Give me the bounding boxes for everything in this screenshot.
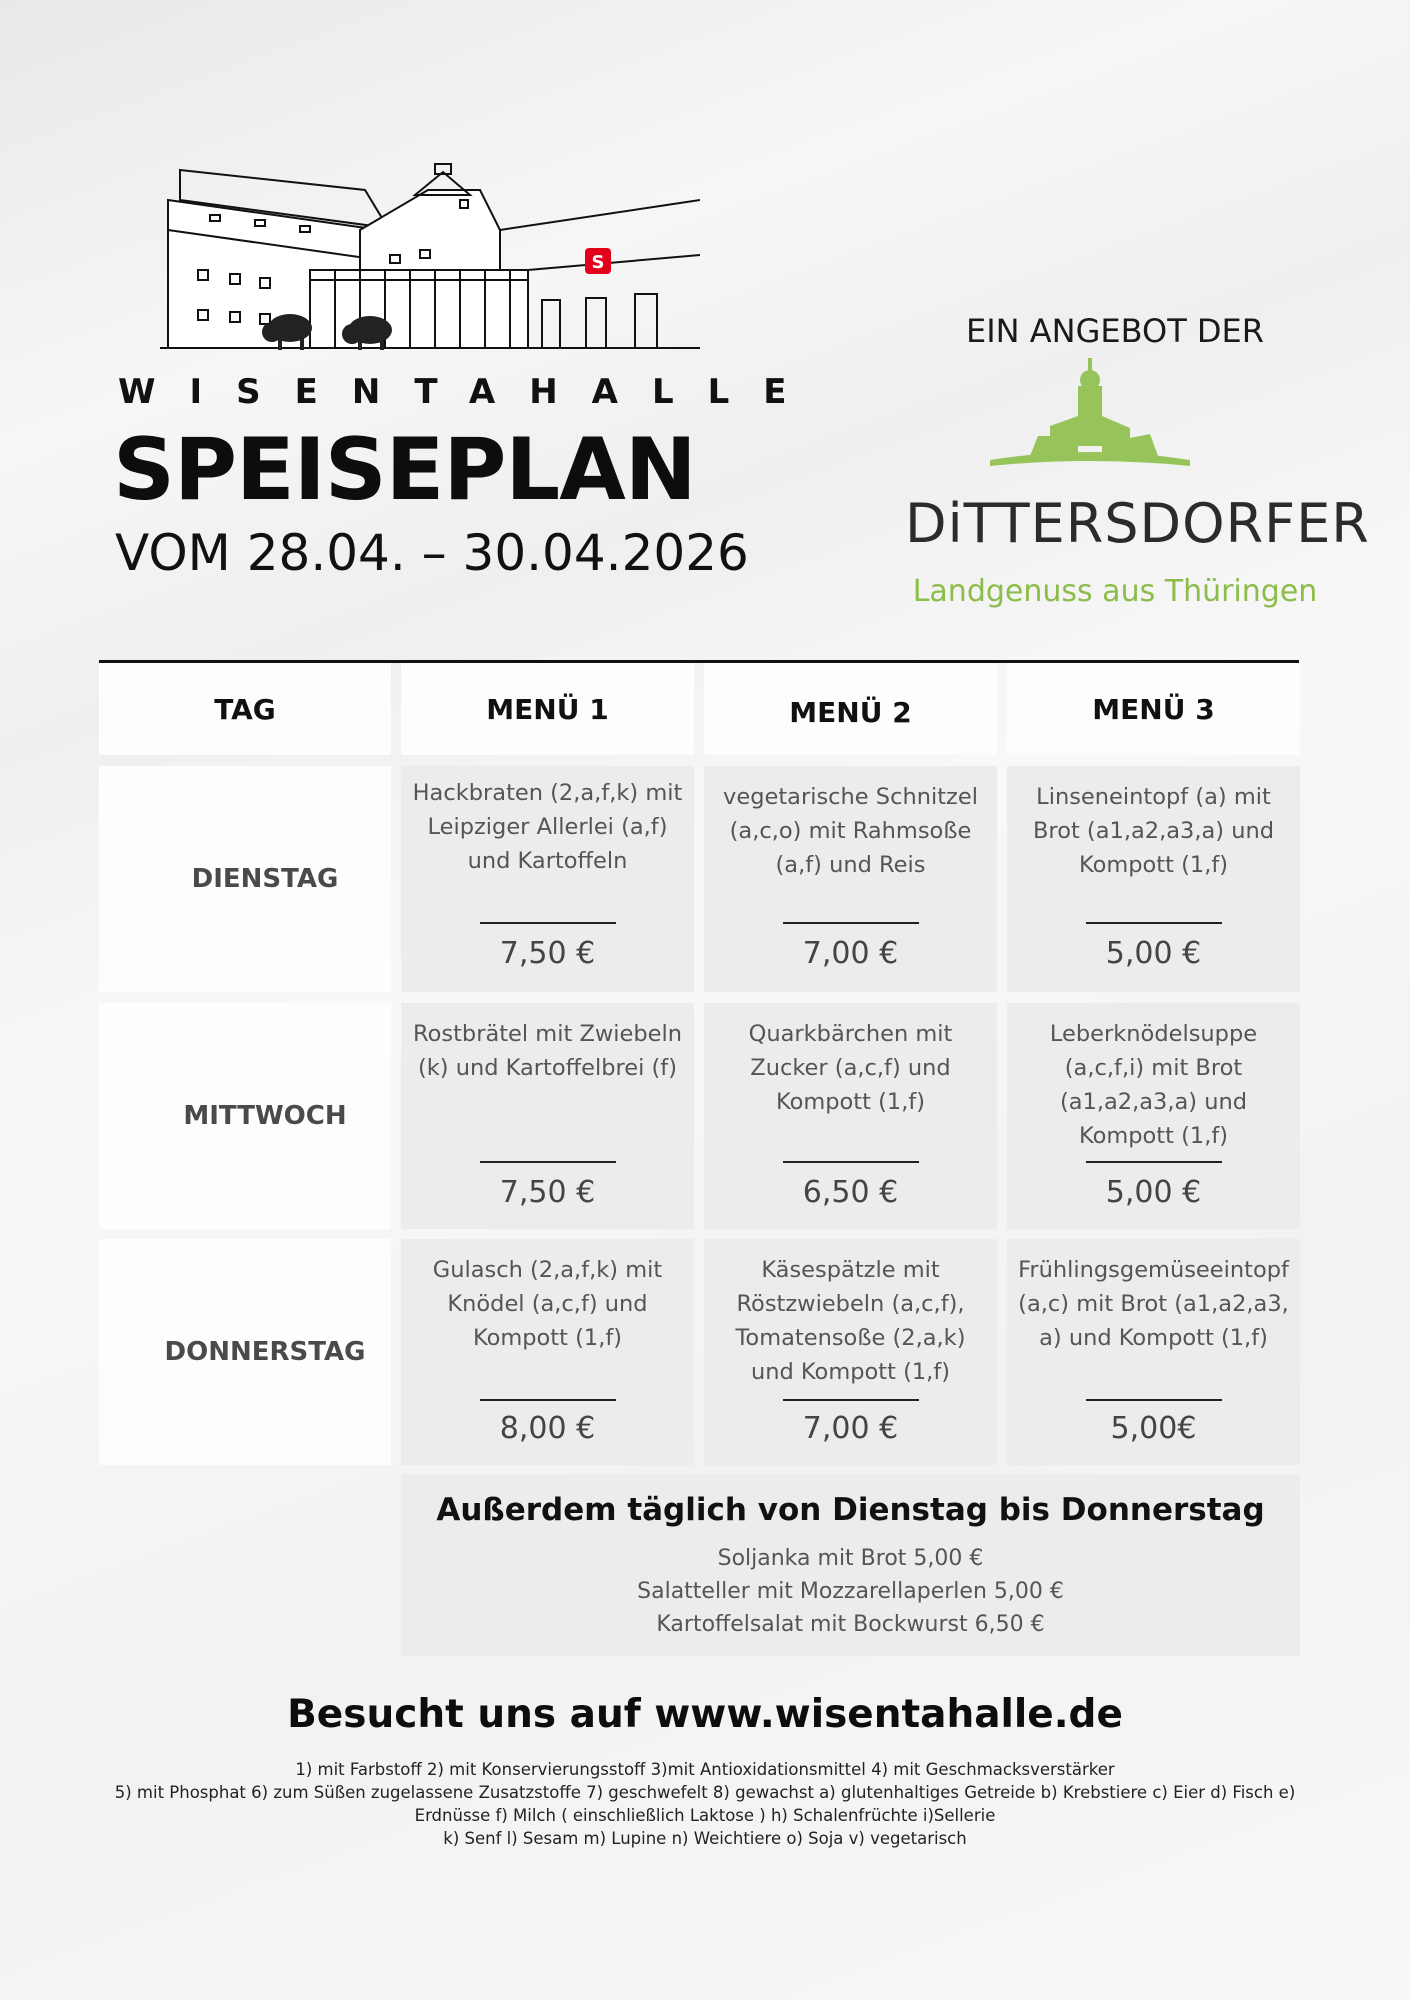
svg-text:S: S <box>591 252 605 273</box>
menu-cell <box>1007 1003 1300 1229</box>
price: 7,00 € <box>802 936 899 971</box>
price: 5,00€ <box>1110 1411 1197 1446</box>
page-title: SPEISEPLAN <box>113 420 696 520</box>
menu-cell <box>1007 1239 1300 1465</box>
brand-tagline: Landgenuss aus Thüringen <box>912 574 1318 609</box>
allergen-legend-line: k) Senf l) Sesam m) Lupine n) Weichtiere o) Soja v) vegetarisch <box>443 1829 967 1848</box>
price-rule <box>1086 1399 1222 1401</box>
price-rule <box>783 1399 919 1401</box>
dish-text: Quarkbärchen mit Zucker (a,c,f) und Kompott (1,f) <box>748 1021 953 1115</box>
offer-label: EIN ANGEBOT DER <box>966 312 1264 350</box>
daily-specials-title: Außerdem täglich von Dienstag bis Donnerstag <box>436 1492 1265 1528</box>
daily-item: Soljanka mit Brot 5,00 € <box>717 1546 984 1571</box>
daily-item: Salatteller mit Mozzarellaperlen 5,00 € <box>637 1579 1064 1604</box>
day-dienstag: DIENSTAG <box>99 766 391 992</box>
dish-text: Hackbraten (2,a,f,k) mit Leipziger Allerlei (a,f) und Kartoffeln <box>412 780 683 874</box>
header-menu-2: MENÜ 2 <box>704 663 997 755</box>
price: 7,50 € <box>499 1175 596 1210</box>
brand-name: DiTTERSDORFER <box>905 492 1370 555</box>
menu-cell <box>704 1239 997 1465</box>
allergen-legend-line: Erdnüsse f) Milch ( einschließlich Laktose ) h) Schalenfrüchte i)Sellerie <box>414 1806 996 1825</box>
dish-text: Käsespätzle mit Röstzwiebeln (a,c,f), Tomatensoße (2,a,k) und Kompott (1,f) <box>735 1257 966 1385</box>
menu-cell <box>704 1003 997 1229</box>
header-menu-3: MENÜ 3 <box>1007 663 1300 755</box>
wisentahalle-building-logo <box>160 160 700 355</box>
price: 5,00 € <box>1105 1175 1202 1210</box>
price: 8,00 € <box>499 1411 596 1446</box>
price-rule <box>783 1161 919 1163</box>
sparkasse-icon <box>585 248 611 274</box>
price: 7,50 € <box>499 936 596 971</box>
dish-text: Leberknödelsuppe (a,c,f,i) mit Brot (a1,a2,a3,a) und Kompott (1,f) <box>1049 1021 1258 1149</box>
menu-cell <box>704 766 997 992</box>
price-rule <box>480 922 616 924</box>
allergen-legend-line: 5) mit Phosphat 6) zum Süßen zugelassene Zusatzstoffe 7) geschwefelt 8) gewachst a) glutenhaltiges Getreide b) Krebstiere c) Eier d) Fisch e) <box>114 1783 1296 1802</box>
price-rule <box>480 1399 616 1401</box>
date-range: VOM 28.04. – 30.04.2026 <box>115 524 749 582</box>
price-rule <box>783 922 919 924</box>
allergen-legend-line: 1) mit Farbstoff 2) mit Konservierungsstoff 3)mit Antioxidationsmittel 4) mit Geschmacksverstärker <box>295 1760 1115 1779</box>
day-mittwoch: MITTWOCH <box>99 1003 391 1229</box>
day-donnerstag: DONNERSTAG <box>99 1239 391 1465</box>
header-tag: TAG <box>99 663 391 755</box>
price: 5,00 € <box>1105 936 1202 971</box>
menu-cell <box>401 1239 694 1465</box>
church-village-logo <box>990 356 1190 476</box>
menu-cell <box>401 766 694 992</box>
daily-specials-box <box>401 1474 1300 1656</box>
dish-text: Rostbrätel mit Zwiebeln (k) und Kartoffelbrei (f) <box>412 1021 682 1081</box>
menu-cell <box>401 1003 694 1229</box>
website-callout: Besucht uns auf www.wisentahalle.de <box>287 1692 1123 1737</box>
menu-cell <box>1007 766 1300 992</box>
dish-text: Frühlingsgemüseeintopf (a,c) mit Brot (a1,a2,a3,a) und Kompott (1,f) <box>1018 1257 1289 1351</box>
header-menu-1: MENÜ 1 <box>401 663 694 755</box>
dish-text: Linseneintopf (a) mit Brot (a1,a2,a3,a) und Kompott (1,f) <box>1033 784 1274 878</box>
price-rule <box>1086 1161 1222 1163</box>
daily-item: Kartoffelsalat mit Bockwurst 6,50 € <box>656 1612 1045 1637</box>
dish-text: vegetarische Schnitzel (a,c,o) mit Rahmsoße (a,f) und Reis <box>723 784 978 878</box>
price: 6,50 € <box>802 1175 899 1210</box>
dish-text: Gulasch (2,a,f,k) mit Knödel (a,c,f) und Kompott (1,f) <box>432 1257 663 1351</box>
venue-name: WISENTAHALLE <box>118 372 821 412</box>
price-rule <box>480 1161 616 1163</box>
price: 7,00 € <box>802 1411 899 1446</box>
price-rule <box>1086 922 1222 924</box>
